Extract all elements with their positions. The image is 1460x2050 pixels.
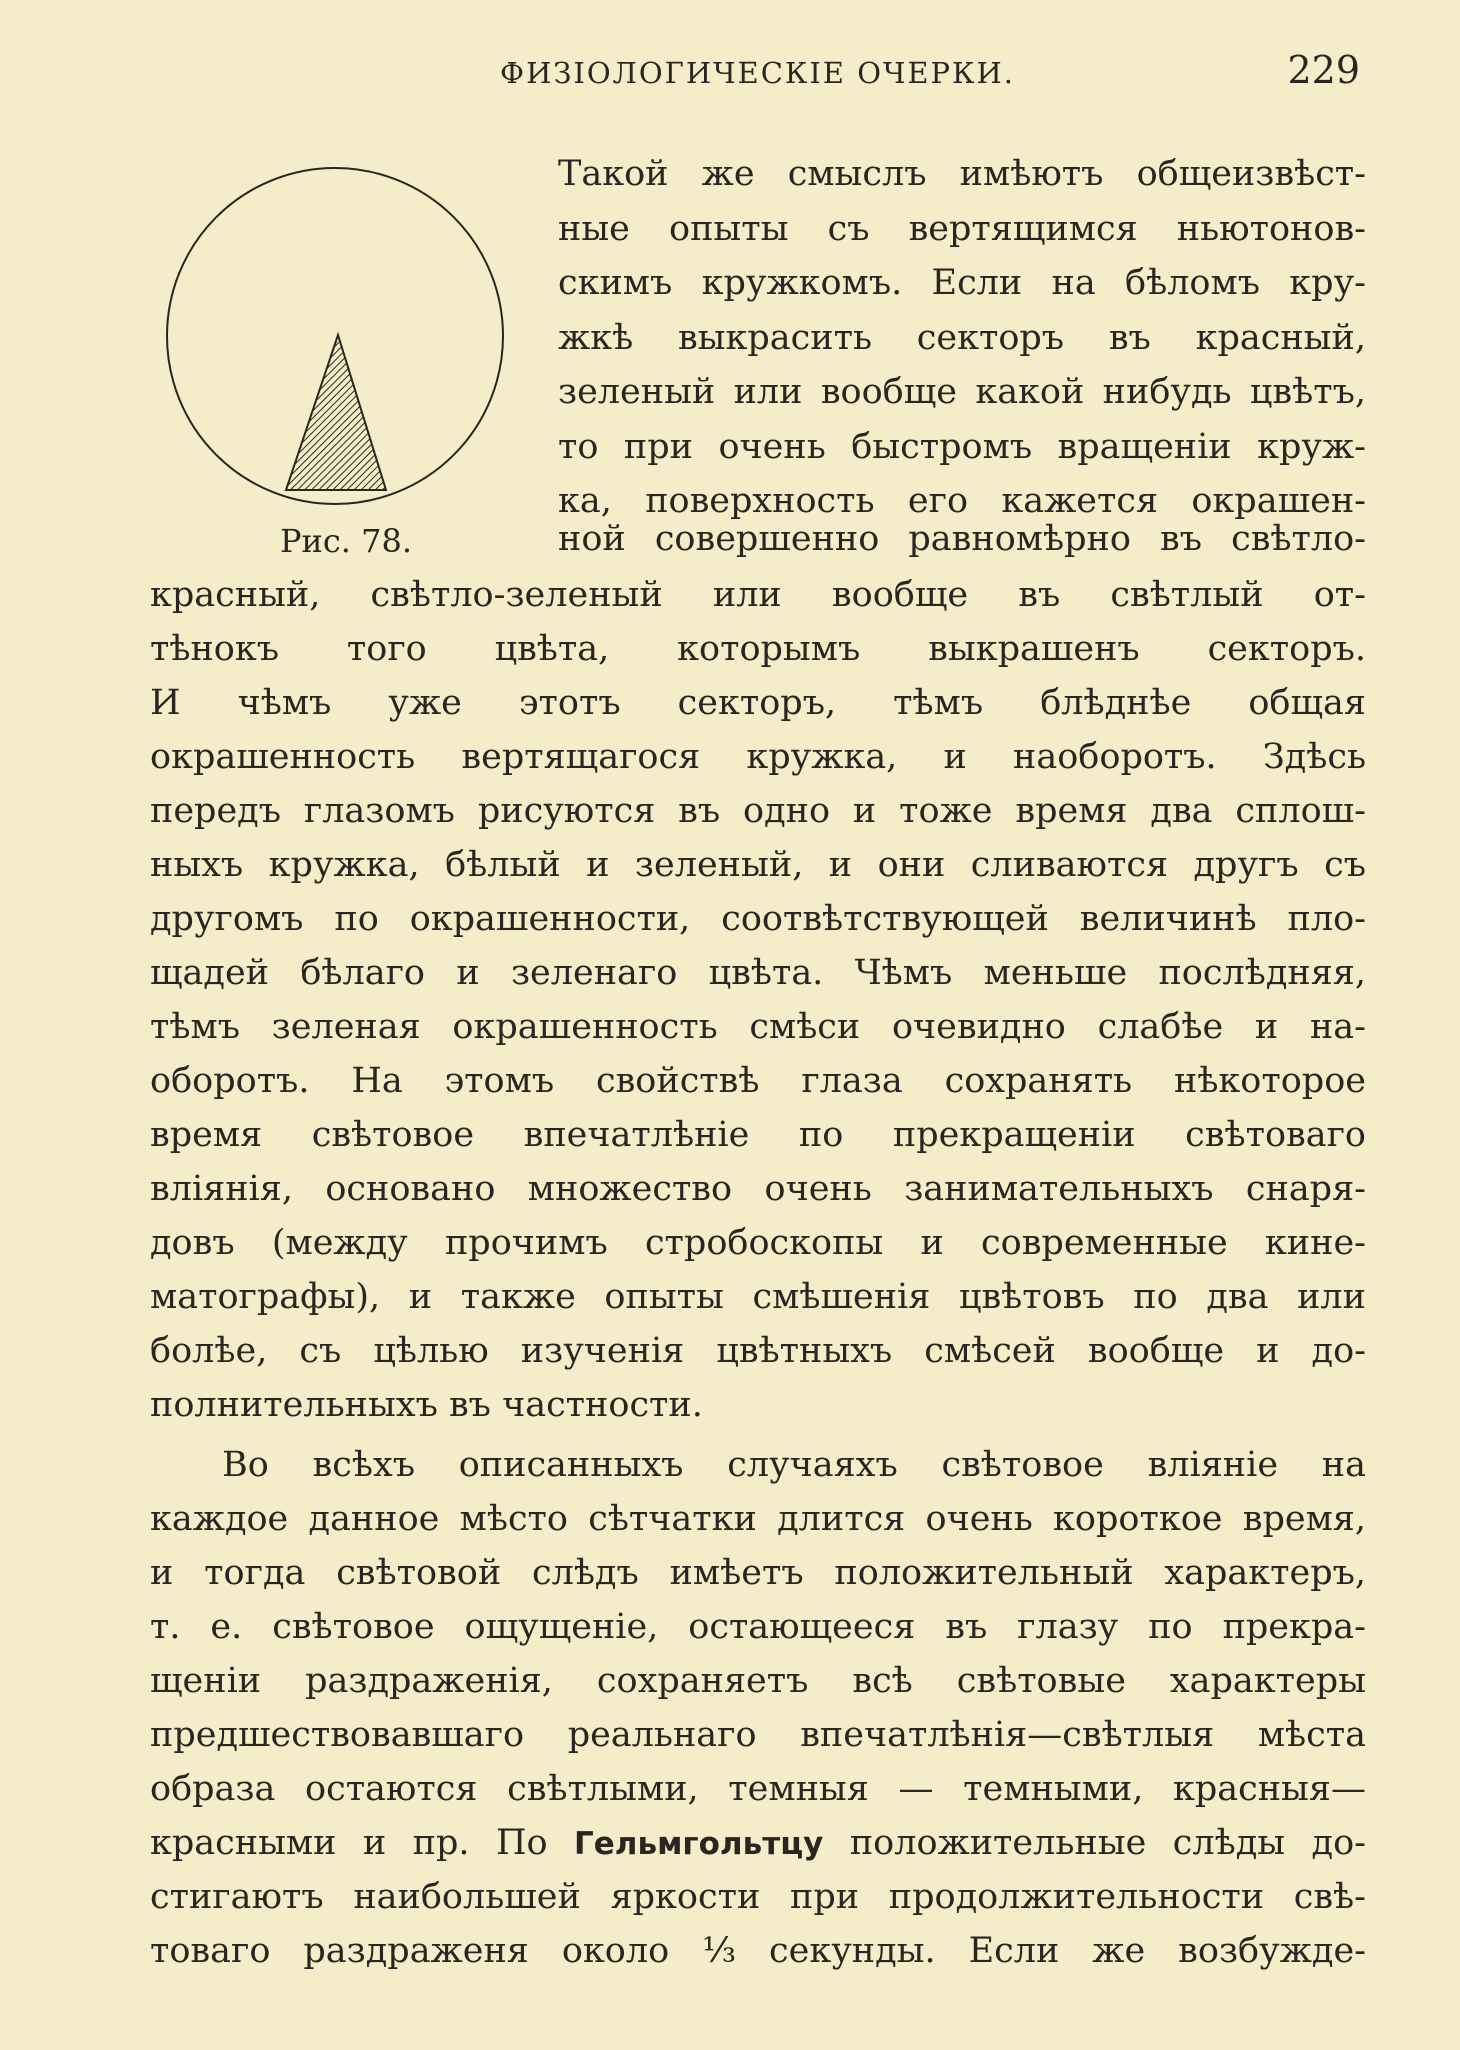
text-line: болѣе, съ цѣлью изученія цвѣтныхъ смѣсей вообще и до- [150, 1331, 1366, 1371]
text-line: Такой же смыслъ имѣютъ общеизвѣст- [558, 154, 1366, 194]
figure-caption: Рис. 78. [280, 522, 413, 560]
figure-78 [160, 160, 510, 560]
text-line: тѣмъ зеленая окрашенность смѣси очевидно слабѣе и на- [150, 1007, 1366, 1047]
text-line: ныхъ кружка, бѣлый и зеленый, и они сливаются другъ съ [150, 845, 1366, 885]
text-line: щеніи раздраженія, сохраняетъ всѣ свѣтовые характеры [150, 1661, 1366, 1701]
running-head [150, 48, 1360, 98]
text-line: предшествовавшаго реальнаго впечатлѣнія—свѣтлыя мѣста [150, 1715, 1366, 1755]
text-line: красный, свѣтло-зеленый или вообще въ свѣтлый от- [150, 575, 1366, 615]
newton-disc-diagram [160, 160, 510, 520]
text-line: матографы), и также опыты смѣшенія цвѣтовъ по два или [150, 1277, 1366, 1317]
text-line: вліянія, основано множество очень занимательныхъ снаря- [150, 1169, 1366, 1209]
page-number: 229 [1287, 48, 1360, 92]
text-line: и тогда свѣтовой слѣдъ имѣетъ положительный характеръ, [150, 1553, 1366, 1593]
text-line: каждое данное мѣсто сѣтчатки длится очень короткое время, [150, 1499, 1366, 1539]
text-line: скимъ кружкомъ. Если на бѣломъ кру- [558, 263, 1366, 303]
author-name-helmholtz: Гельмгольтцу [574, 1826, 824, 1862]
text-line: стигаютъ наибольшей яркости при продолжительности свѣ- [150, 1877, 1366, 1917]
text-line: другомъ по окрашенности, соотвѣтствующей величинѣ пло- [150, 899, 1366, 939]
text-line: образа остаются свѣтлыми, темныя — темными, красныя— [150, 1769, 1366, 1809]
text-line: зеленый или вообще какой нибудь цвѣтъ, [558, 372, 1366, 412]
text-line: тѣнокъ того цвѣта, которымъ выкрашенъ секторъ. [150, 629, 1366, 669]
text-line-with-name [150, 1823, 1366, 1863]
text-line: ные опыты съ вертящимся ньютонов- [558, 209, 1366, 249]
text-line: И чѣмъ уже этотъ секторъ, тѣмъ блѣднѣе общая [150, 683, 1366, 723]
colored-sector [286, 335, 386, 490]
text-line: полнительныхъ въ частности. [150, 1385, 703, 1425]
text-line: ной совершенно равномѣрно въ свѣтло- [558, 519, 1366, 559]
text-fragment: красными и пр. По [150, 1823, 574, 1863]
text-line: ка, поверхность его кажется окрашен- [558, 481, 1366, 521]
running-title: ФИЗІОЛОГИЧЕСКІЕ ОЧЕРКИ. [500, 56, 1016, 90]
text-line: жкѣ выкрасить секторъ въ красный, [558, 318, 1366, 358]
text-line: Во всѣхъ описанныхъ случаяхъ свѣтовое вліяніе на [222, 1445, 1366, 1485]
text-fragment: положительные слѣды до- [823, 1823, 1366, 1863]
text-line: окрашенность вертящагося кружка, и наоборотъ. Здѣсь [150, 737, 1366, 777]
text-line: передъ глазомъ рисуются въ одно и тоже время два сплош- [150, 791, 1366, 831]
text-line: товаго раздраженя около ⅓ секунды. Если же возбужде- [150, 1931, 1366, 1971]
text-line: оборотъ. На этомъ свойствѣ глаза сохранять нѣкоторое [150, 1061, 1366, 1101]
text-line: щадей бѣлаго и зеленаго цвѣта. Чѣмъ меньше послѣдняя, [150, 953, 1366, 993]
text-line: время свѣтовое впечатлѣніе по прекращеніи свѣтоваго [150, 1115, 1366, 1155]
text-line: довъ (между прочимъ стробоскопы и современные кине- [150, 1223, 1366, 1263]
text-line: то при очень быстромъ вращеніи круж- [558, 427, 1366, 467]
text-line: т. е. свѣтовое ощущеніе, остающееся въ глазу по прекра- [150, 1607, 1366, 1647]
